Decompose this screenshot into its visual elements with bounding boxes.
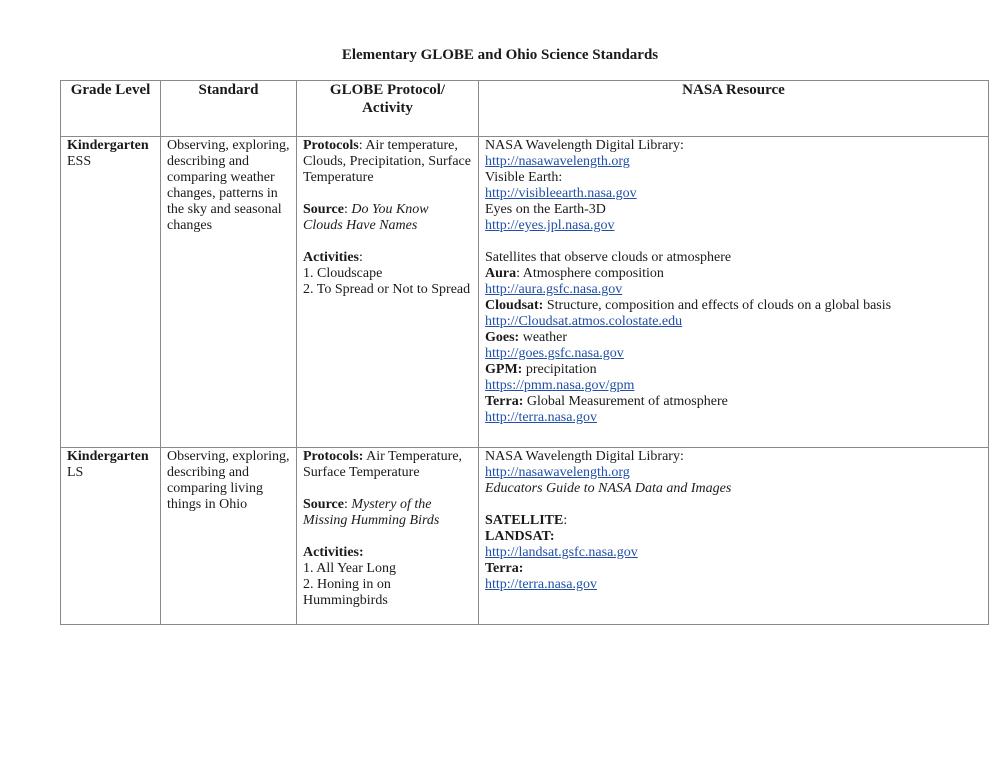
gpm-link[interactable]: https://pmm.nasa.gov/gpm [485, 378, 635, 393]
source-line [303, 497, 472, 513]
standard-line: changes [167, 218, 213, 233]
visibleearth-link[interactable]: http://visibleearth.nasa.gov [485, 186, 637, 201]
header-protocol-line1: GLOBE Protocol/ [329, 82, 446, 98]
protocols-label: Protocols [303, 138, 359, 153]
standard-line: Observing, exploring, [167, 449, 290, 464]
eyes-jpl-link[interactable]: http://eyes.jpl.nasa.gov [485, 218, 615, 233]
source-label: Source [303, 497, 344, 512]
goes-desc: weather [519, 330, 568, 345]
header-protocol-line2: Activity [362, 100, 413, 116]
terra-label: Terra: [485, 561, 524, 576]
satellites-intro: Satellites that observe clouds or atmosphere [485, 250, 732, 265]
satellite-line [485, 513, 982, 529]
header-standard: Standard [161, 81, 297, 137]
protocols-line [303, 449, 472, 465]
protocol-cell [297, 137, 479, 448]
table-header-row [61, 81, 989, 137]
header-grade-level: Grade Level [61, 81, 161, 137]
nasawavelength-link[interactable]: http://nasawavelength.org [485, 154, 630, 169]
protocols-line [303, 138, 472, 154]
source-label: Source [303, 202, 344, 217]
terra-line [485, 394, 982, 410]
source-line [303, 202, 472, 218]
goes-line [485, 330, 982, 346]
library-label: NASA Wavelength Digital Library: [485, 449, 684, 464]
grade-code: ESS [67, 154, 92, 169]
standard-line: comparing living [167, 481, 264, 496]
grade-code: LS [67, 465, 84, 480]
nasa-resource-cell [479, 137, 989, 448]
source-title: Mystery of the [351, 497, 432, 512]
protocols-text: Clouds, Precipitation, Surface [303, 154, 471, 169]
page-title: Elementary GLOBE and Ohio Science Standards [341, 47, 659, 63]
aura-link[interactable]: http://aura.gsfc.nasa.gov [485, 282, 623, 297]
protocols-text: Air temperature, [362, 138, 458, 153]
standards-table [60, 80, 989, 625]
terra-link[interactable]: http://terra.nasa.gov [485, 410, 597, 425]
protocols-text: Temperature [303, 170, 374, 185]
protocol-cell [297, 448, 479, 625]
terra-name: Terra: [485, 394, 524, 409]
landsat-label: LANDSAT: [485, 529, 555, 544]
satellite-sep: : [563, 513, 568, 528]
terra-link[interactable]: http://terra.nasa.gov [485, 577, 597, 592]
standard-line: describing and [167, 465, 250, 480]
protocols-label: Protocols: [303, 449, 364, 464]
nasa-resource-cell [479, 448, 989, 625]
standard-line: Observing, exploring, [167, 138, 290, 153]
goes-name: Goes: [485, 330, 520, 345]
table-row [61, 137, 989, 448]
source-title: Do You Know [351, 202, 429, 217]
eyes-on-earth-label: Eyes on the Earth-3D [485, 202, 606, 217]
terra-desc: Global Measurement of atmosphere [523, 394, 728, 409]
standard-cell [161, 137, 297, 448]
source-sep: : [343, 497, 352, 512]
source-sep: : [343, 202, 352, 217]
activity-item: 2. To Spread or Not to Spread [303, 282, 471, 297]
protocols-text: Surface Temperature [303, 465, 420, 480]
library-label: NASA Wavelength Digital Library: [485, 138, 684, 153]
activities-sep: : [358, 250, 363, 265]
activity-item: 1. Cloudscape [303, 266, 383, 281]
educators-guide: Educators Guide to NASA Data and Images [485, 481, 732, 496]
grade-level-cell [61, 137, 161, 448]
activity-item: 1. All Year Long [303, 561, 396, 576]
activities-label: Activities: [303, 545, 364, 560]
satellite-label: SATELLITE [485, 513, 564, 528]
standard-line: describing and [167, 154, 250, 169]
grade-name: Kindergarten [67, 449, 149, 464]
protocols-sep: : [358, 138, 363, 153]
landsat-link[interactable]: http://landsat.gsfc.nasa.gov [485, 545, 638, 560]
aura-desc: : Atmosphere composition [516, 266, 664, 281]
standard-line: the sky and seasonal [167, 202, 282, 217]
protocols-text: Air Temperature, [363, 449, 463, 464]
visible-earth-label: Visible Earth: [485, 170, 563, 185]
standard-cell [161, 448, 297, 625]
header-globe-protocol [297, 81, 479, 137]
grade-name: Kindergarten [67, 138, 149, 153]
nasawavelength-link[interactable]: http://nasawavelength.org [485, 465, 630, 480]
gpm-desc: precipitation [522, 362, 597, 377]
cloudsat-name: Cloudsat: [485, 298, 544, 313]
source-title: Clouds Have Names [303, 218, 418, 233]
cloudsat-line [485, 298, 982, 314]
standard-line: comparing weather [167, 170, 275, 185]
aura-name: Aura [485, 266, 517, 281]
activities-label: Activities [303, 250, 359, 265]
cloudsat-link[interactable]: http://Cloudsat.atmos.colostate.edu [485, 314, 683, 329]
standard-line: changes, patterns in [167, 186, 278, 201]
activity-item: 2. Honing in on [303, 577, 391, 592]
source-title: Missing Humming Birds [303, 513, 440, 528]
aura-line [485, 266, 982, 282]
goes-link[interactable]: http://goes.gsfc.nasa.gov [485, 346, 624, 361]
cloudsat-desc: Structure, composition and effects of clouds on a global basis [543, 298, 892, 313]
header-nasa-resource: NASA Resource [479, 81, 989, 137]
activities-line [303, 250, 472, 266]
grade-level-cell [61, 448, 161, 625]
gpm-name: GPM: [485, 362, 523, 377]
gpm-line [485, 362, 982, 378]
activity-item: Hummingbirds [303, 593, 388, 608]
table-row [61, 448, 989, 625]
standard-line: things in Ohio [167, 497, 248, 512]
